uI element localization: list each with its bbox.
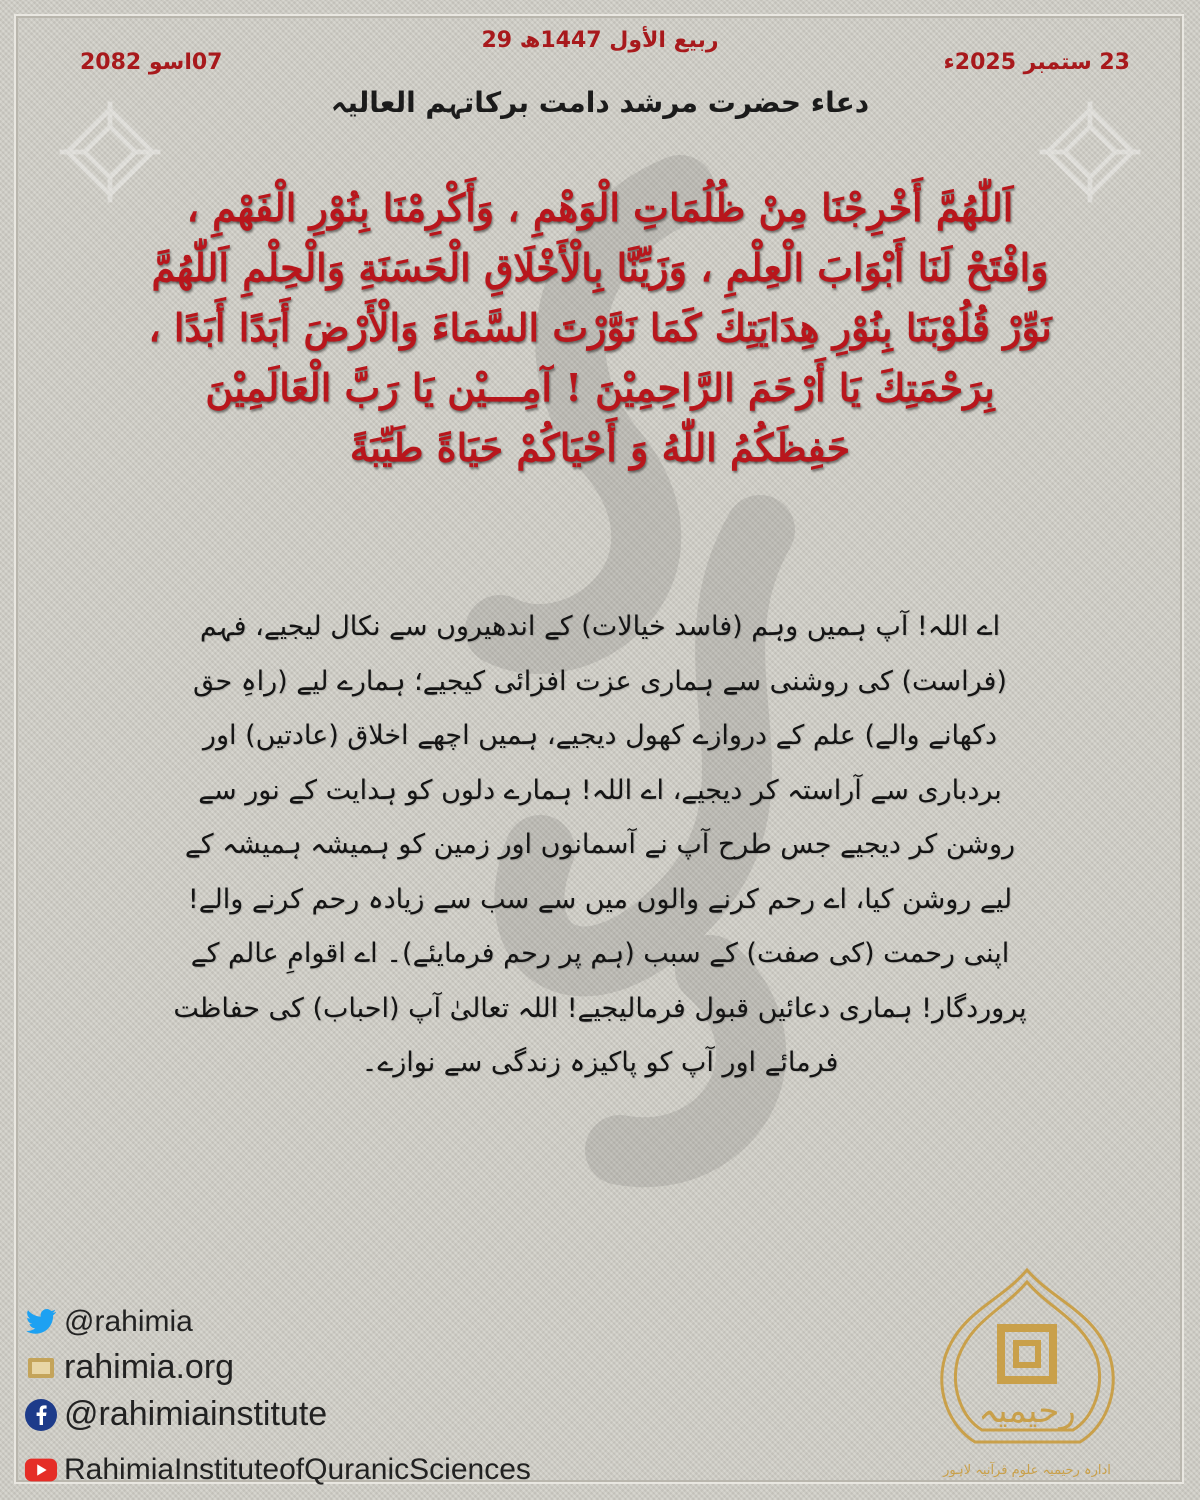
- website-url: rahimia.org: [64, 1348, 235, 1386]
- youtube-icon: [24, 1453, 58, 1487]
- twitter-icon: [24, 1305, 58, 1339]
- facebook-handle: @rahimiainstitute: [64, 1395, 328, 1433]
- twitter-handle: @rahimia: [64, 1305, 193, 1338]
- youtube-link[interactable]: [24, 1453, 531, 1487]
- gregorian-date: 23 ستمبر 2025ء: [943, 50, 1130, 75]
- arabic-dua-text: اَللّٰهُمَّ أَخْرِجْنَا مِنْ ظُلُمَاتِ الْوَهْمِ ، وَأَكْرِمْنَا بِنُوْرِ الْفَهْمِ ، وَافْتَحْ لَنَا أَبْوَابَ الْعِلْمِ ، وَزَيِّنَّا بِالْأَخْلَاقِ الْحَسَنَةِ وَالْحِلْمِ اَللّٰهُمَّ نَوِّرْ قُلُوْبَنَا بِنُوْرِ هِدَايَتِكَ كَمَا نَوَّرْتَ السَّمَاءَ وَالْأَرْضَ أَبَدًا أَبَدًا ، بِرَحْمَتِكَ يَا أَرْحَمَ الرَّاحِمِيْنَ ! آمِـــيْن يَا رَبَّ الْعَالَمِيْنَ حَفِظَكُمُ اللّٰهُ وَ أَحْيَاكُمْ حَيَاةً طَيِّبَةً: [148, 185, 1052, 470]
- bikrami-date: 07اسو 2082: [80, 50, 223, 75]
- twitter-link[interactable]: [24, 1305, 193, 1339]
- logo-name-text: رحیمیہ: [978, 1391, 1076, 1431]
- page-title: دعاء حضرت مرشد دامت برکاتہم العالیہ: [330, 86, 870, 119]
- facebook-icon: [24, 1398, 58, 1432]
- website-link[interactable]: [24, 1348, 234, 1387]
- globe-icon: [24, 1351, 58, 1385]
- hijri-date: 29 ربیع الأول 1447ھ: [481, 28, 719, 53]
- facebook-link[interactable]: [24, 1395, 327, 1434]
- urdu-translation-text: اے اللہ! آپ ہمیں وہم (فاسد خیالات) کے اندھیروں سے نکال لیجیے، فہم (فراست) کی روشنی سے ہماری عزت افزائی کیجیے؛ ہمارے لیے (راہِ حق دکھانے والے) علم کے دروازے کھول دیجیے، ہمیں اچھے اخلاق (عادتیں) اور بردباری سے آراستہ کر دیجیے، اے اللہ! ہمارے دلوں کو ہدایت کے نور سے روشن کر دیجیے جس طرح آپ نے آسمانوں اور زمین کو ہمیشہ ہمیشہ کے لیے روشن کیا، اے رحم کرنے والوں میں سے سب سے زیادہ رحم کرنے والے! اپنی رحمت (کی صفت) کے سبب (ہم پر رحم فرمایئے)۔ اے اقوامِ عالم کے پروردگار! ہماری دعائیں قبول فرمالیجیے! اللہ تعالیٰ آپ (احباب) کی حفاظت فرمائے اور آپ کو پاکیزہ زندگی سے نوازے۔: [173, 611, 1027, 1078]
- youtube-channel: RahimiaInstituteofQuranicSciences: [64, 1453, 531, 1486]
- logo-subtitle-text: ادارہ رحیمیہ علوم قرآنیہ لاہور: [943, 1463, 1111, 1478]
- rahimia-logo: [905, 1262, 1150, 1487]
